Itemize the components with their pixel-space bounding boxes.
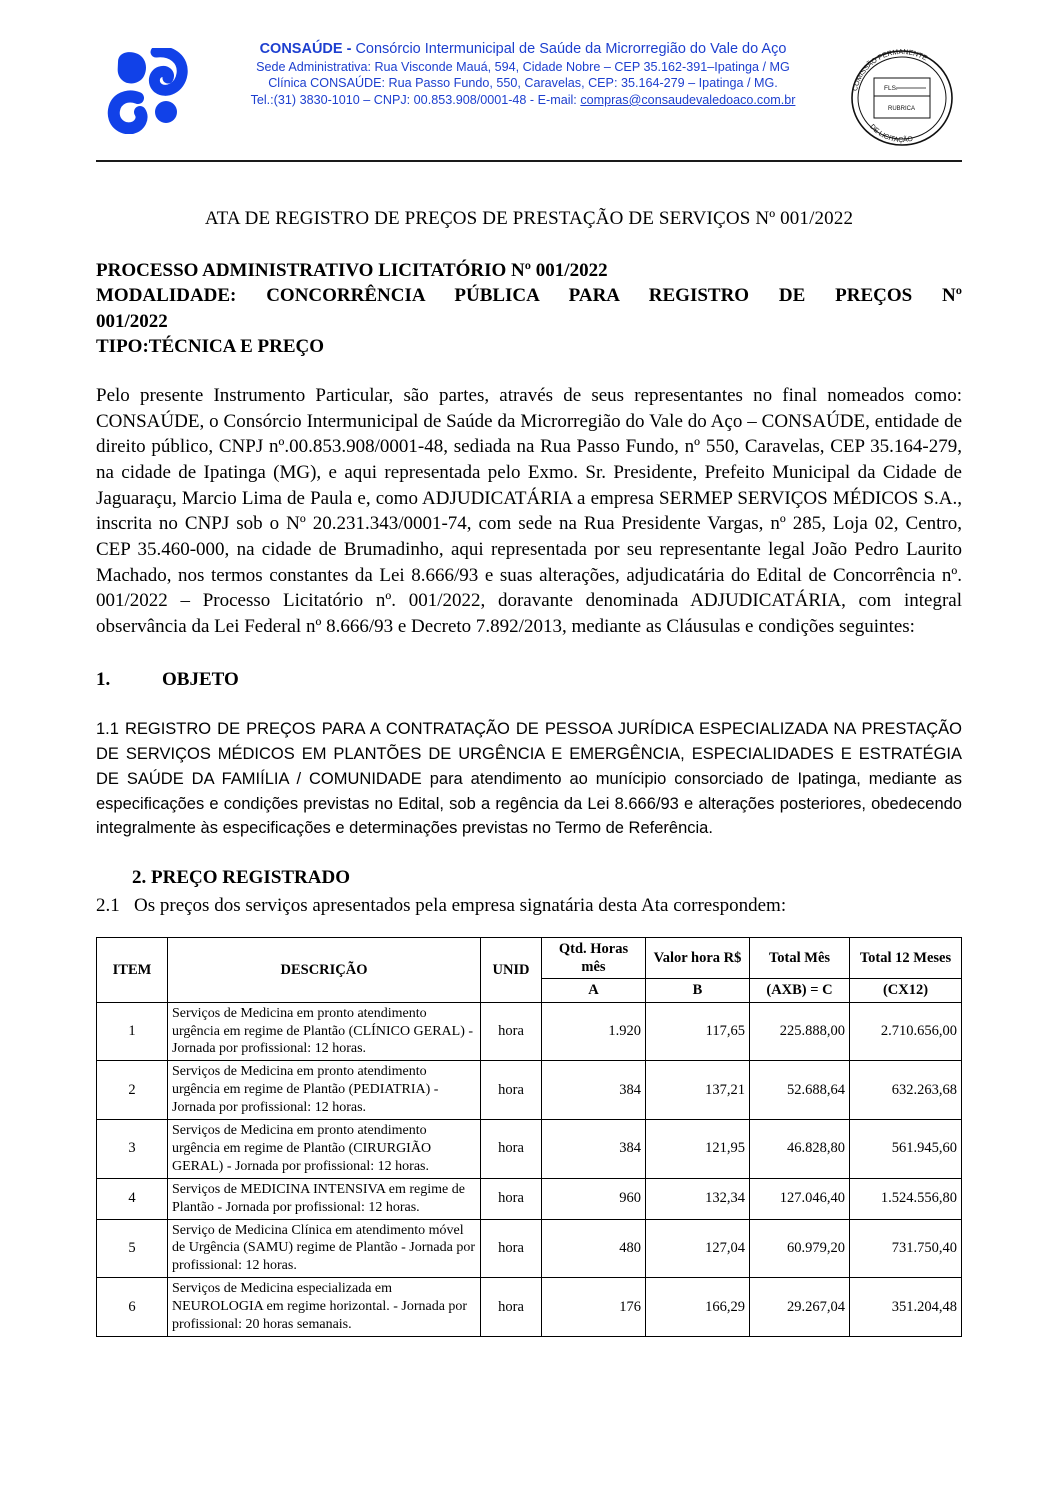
stamp-icon	[844, 38, 960, 154]
th-col-a: A	[542, 979, 646, 1002]
cell-unid: hora	[481, 1219, 542, 1278]
section-1-heading	[96, 669, 962, 691]
th-descricao: DESCRIÇÃO	[168, 938, 481, 1002]
cell-descricao: Serviços de Medicina em pronto atendimento urgência em regime de Plantão (CLÍNICO GERAL) - Jornada por profissional: 12 horas.	[168, 1002, 481, 1061]
cell-qtd: 480	[542, 1219, 646, 1278]
contact-line	[208, 92, 838, 109]
page-title: ATA DE REGISTRO DE PREÇOS DE PRESTAÇÃO DE SERVIÇOS Nº 001/2022	[204, 208, 854, 229]
org-name-line	[208, 40, 838, 59]
th-total-12-meses: Total 12 Meses	[850, 938, 962, 979]
cell-valor-hora: 127,04	[646, 1219, 750, 1278]
clause-1-1: 1.1 REGISTRO DE PREÇOS PARA A CONTRATAÇÃO DE PESSOA JURÍDICA ESPECIALIZADA NA PRESTAÇÃO DE SERVIÇOS MÉDICOS EM PLANTÕES DE URGÊNCIA E EMERGÊNCIA, ESPECIALIDADES E ESTRATÉGIA DE SAÚDE DA FAMIÍLIA / COMUNIDADE para atendimento ao munícipio consorciado de Ipatinga, mediante as especificações e condições previstas no Edital, sob a regência da Lei 8.666/93 e alterações posteriores, obedecendo integralmente às especificações e determinações previstas no Termo de Referência.	[96, 720, 962, 838]
table-row	[97, 1178, 962, 1219]
th-col-d: (CX12)	[850, 979, 962, 1002]
address-admin: Sede Administrativa: Rua Visconde Mauá, 594, Cidade Nobre – CEP 35.162-391–Ipatinga / MG	[256, 59, 790, 74]
cell-item: 6	[97, 1278, 168, 1337]
process-line-4: TIPO:TÉCNICA E PREÇO	[96, 335, 325, 357]
cell-descricao: Serviços de MEDICINA INTENSIVA em regime de Plantão - Jornada por profissional: 12 horas.	[168, 1178, 481, 1219]
cell-qtd: 384	[542, 1120, 646, 1179]
cell-item: 2	[97, 1061, 168, 1120]
cell-total-mes: 225.888,00	[750, 1002, 850, 1061]
cell-valor-hora: 117,65	[646, 1002, 750, 1061]
section-1-number: 1.	[96, 669, 111, 691]
contact-email-link[interactable]: compras@consaudevaledoaco.com.br	[580, 92, 796, 107]
org-short-name: CONSAÚDE -	[259, 41, 352, 57]
cell-qtd: 960	[542, 1178, 646, 1219]
table-row	[97, 1002, 962, 1061]
cell-unid: hora	[481, 1278, 542, 1337]
document-header	[96, 36, 962, 162]
price-table	[96, 937, 962, 1337]
contact-phone-cnpj: Tel.:(31) 3830-1010 – CNPJ: 00.853.908/0001-48 - E-mail:	[250, 92, 581, 107]
cell-qtd: 176	[542, 1278, 646, 1337]
clause-2-1-number: 2.1	[96, 895, 120, 917]
th-valor-hora: Valor hora R$	[646, 938, 750, 979]
th-unid: UNID	[481, 938, 542, 1002]
svg-text:FLS.: FLS.	[884, 85, 898, 92]
cell-qtd: 1.920	[542, 1002, 646, 1061]
cell-total-12: 1.524.556,80	[850, 1178, 962, 1219]
th-qtd-horas-mes: Qtd. Horas mês	[542, 938, 646, 979]
cell-total-mes: 29.267,04	[750, 1278, 850, 1337]
cell-unid: hora	[481, 1178, 542, 1219]
intro-paragraph: Pelo presente Instrumento Particular, são partes, através de seus representantes no final nomeados como: CONSAÚDE, o Consórcio Intermunicipal de Saúde da Microrregião do Vale do Aço – CONSAÚDE, entidade de direito público, CNPJ nº.00.853.908/0001-48, sediada na Rua Passo Fundo, nº 550, Caravelas, CEP 35.164-279, na cidade de Ipatinga (MG), e aqui representada pelo Exmo. Sr. Presidente, Prefeito Municipal da Cidade de Jaguaraçu, Marcio Lima de Paula e, como ADJUDICATÁRIA a empresa SERMEP SERVIÇOS MÉDICOS S.A., inscrita no CNPJ sob o Nº 20.231.343/0001-74, com sede na Rua Presidente Vargas, nº 285, Loja 02, Centro, CEP 35.460-000, na cidade de Brumadinho, aqui representada por seu representante legal João Pedro Laurito Machado, nos termos constantes da Lei 8.666/93 e suas alterações, adjudicatária do Edital de Concorrência nº. 001/2022 – Processo Licitatório nº. 001/2022, doravante denominada ADJUDICATÁRIA, com integral observância da Lei Federal nº 8.666/93 e Decreto 7.892/2013, mediante as Cláusulas e condições seguintes:	[96, 385, 962, 637]
cell-total-12: 2.710.656,00	[850, 1002, 962, 1061]
cell-valor-hora: 137,21	[646, 1061, 750, 1120]
cell-total-mes: 52.688,64	[750, 1061, 850, 1120]
section-2-heading: 2. PREÇO REGISTRADO	[132, 867, 350, 889]
org-long-name: Consórcio Intermunicipal de Saúde da Microrregião do Vale do Aço	[355, 41, 787, 57]
logo-icon	[104, 48, 196, 134]
cell-total-mes: 127.046,40	[750, 1178, 850, 1219]
clause-2-1-text: Os preços dos serviços apresentados pela empresa signatária desta Ata correspondem:	[134, 895, 787, 917]
process-line-1: PROCESSO ADMINISTRATIVO LICITATÓRIO Nº 001/2022	[96, 260, 608, 281]
header-text-block	[204, 36, 842, 108]
cell-total-12: 561.945,60	[850, 1120, 962, 1179]
table-row	[97, 1278, 962, 1337]
cell-qtd: 384	[542, 1061, 646, 1120]
cell-unid: hora	[481, 1120, 542, 1179]
table-row	[97, 1219, 962, 1278]
cell-total-mes: 60.979,20	[750, 1219, 850, 1278]
clause-2-1	[96, 895, 962, 917]
cell-unid: hora	[481, 1061, 542, 1120]
cell-item: 3	[97, 1120, 168, 1179]
cell-total-12: 632.263,68	[850, 1061, 962, 1120]
cell-valor-hora: 132,34	[646, 1178, 750, 1219]
price-table-body	[97, 1002, 962, 1336]
svg-text:COMISSÃO PERMANENTE: COMISSÃO PERMANENTE	[851, 48, 929, 92]
cell-item: 5	[97, 1219, 168, 1278]
committee-stamp	[842, 36, 962, 154]
consaude-logo	[96, 36, 204, 134]
table-row	[97, 1120, 962, 1179]
svg-text:RUBRICA: RUBRICA	[888, 106, 916, 112]
cell-descricao: Serviços de Medicina em pronto atendimento urgência em regime de Plantão (CIRURGIÃO GERAL) - Jornada por profissional: 12 horas.	[168, 1120, 481, 1179]
cell-total-mes: 46.828,80	[750, 1120, 850, 1179]
process-block	[96, 258, 962, 359]
cell-item: 4	[97, 1178, 168, 1219]
svg-text:DE LICITAÇÃO: DE LICITAÇÃO	[868, 123, 914, 145]
table-header-row	[97, 938, 962, 979]
cell-descricao: Serviços de Medicina especializada em NEUROLOGIA em regime horizontal. - Jornada por profissional: 20 horas semanais.	[168, 1278, 481, 1337]
cell-unid: hora	[481, 1002, 542, 1061]
th-col-c: (AXB) = C	[750, 979, 850, 1002]
process-line-2: MODALIDADE: CONCORRÊNCIA PÚBLICA PARA REGISTRO DE PREÇOS Nº	[96, 285, 962, 307]
address-clinic: Clínica CONSAÚDE: Rua Passo Fundo, 550, Caravelas, CEP: 35.164-279 – Ipatinga / MG.	[268, 76, 778, 91]
cell-descricao: Serviços de Medicina em pronto atendimento urgência em regime de Plantão (PEDIATRIA) - Jornada por profissional: 12 horas.	[168, 1061, 481, 1120]
cell-valor-hora: 166,29	[646, 1278, 750, 1337]
cell-valor-hora: 121,95	[646, 1120, 750, 1179]
table-row	[97, 1061, 962, 1120]
th-total-mes: Total Mês	[750, 938, 850, 979]
th-item: ITEM	[97, 938, 168, 1002]
process-line-3: 001/2022	[96, 310, 168, 332]
cell-total-12: 351.204,48	[850, 1278, 962, 1337]
section-1-title: OBJETO	[162, 669, 239, 691]
cell-descricao: Serviço de Medicina Clínica em atendimento móvel de Urgência (SAMU) regime de Plantão - Jornada por profissional: 12 horas.	[168, 1219, 481, 1278]
cell-item: 1	[97, 1002, 168, 1061]
cell-total-12: 731.750,40	[850, 1219, 962, 1278]
th-col-b: B	[646, 979, 750, 1002]
